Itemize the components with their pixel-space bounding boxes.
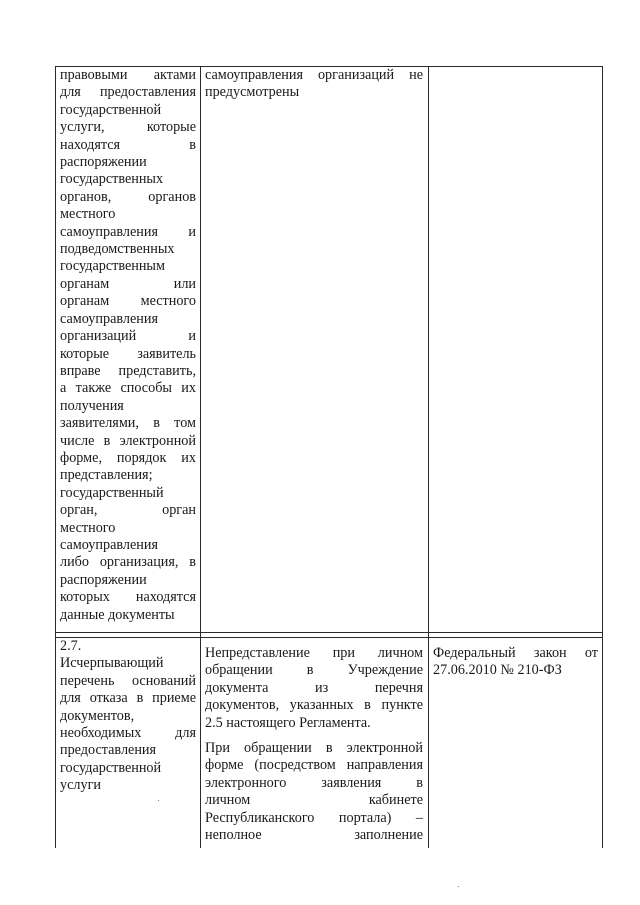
row2-col2-para2-line: При обращении в электронной bbox=[205, 740, 423, 757]
row2-col2-para2-line: Республиканского портала) – bbox=[205, 809, 423, 826]
row1-col1-line: вправе представить, bbox=[60, 362, 196, 379]
row2-col1-line: 2.7. bbox=[60, 638, 82, 654]
refusal-ground-paragraph-2 bbox=[205, 740, 423, 844]
table-border-right bbox=[602, 66, 603, 848]
row1-col1-line: самоуправления bbox=[60, 536, 158, 553]
row1-col1-line: подведомственных bbox=[60, 241, 175, 258]
row1-col1-line: государственных bbox=[60, 171, 164, 188]
row2-col2-para1-line: документа из перечня bbox=[205, 679, 423, 696]
row1-col1-line: органам или bbox=[60, 275, 196, 292]
row2-col1-line: услуги bbox=[60, 777, 101, 794]
row1-col1-line: распоряжении bbox=[60, 571, 147, 588]
row1-col1-line: местного bbox=[60, 519, 116, 536]
scan-speck bbox=[158, 800, 159, 801]
row1-col1-requirement-text bbox=[60, 67, 196, 624]
refusal-ground-paragraph-1 bbox=[205, 645, 423, 732]
row1-col1-line: находятся в bbox=[60, 136, 196, 153]
row2-col2-para1-line: Непредставление при личном bbox=[205, 645, 423, 661]
row1-col1-line: форме, порядок их bbox=[60, 449, 196, 466]
row2-col1-line: документов, bbox=[60, 707, 135, 724]
row2-col2-para2-line: личном кабинете bbox=[205, 792, 423, 809]
row1-col1-line: получения bbox=[60, 397, 124, 414]
row2-col2-para1-line: обращении в Учреждение bbox=[205, 662, 423, 679]
row1-col1-line: органам местного bbox=[60, 293, 196, 310]
row1-col1-line: организаций и bbox=[60, 328, 196, 345]
row1-col1-line: числе в электронной bbox=[60, 432, 196, 449]
row1-col1-line: орган, орган bbox=[60, 502, 196, 519]
row1-col1-line: для предоставления bbox=[60, 84, 196, 101]
row2-col1-line: Исчерпывающий bbox=[60, 655, 164, 672]
row1-col2-line: предусмотрены bbox=[205, 84, 300, 101]
row1-col1-line: государственным bbox=[60, 258, 165, 275]
row2-col1-line: необходимых для bbox=[60, 725, 196, 742]
row2-col2-para2-line: форме (посредством направления bbox=[205, 757, 423, 774]
table-column-divider-1 bbox=[200, 66, 201, 848]
row1-col2-line: самоуправления организаций не bbox=[205, 67, 423, 83]
row1-col1-line: самоуправления и bbox=[60, 223, 196, 240]
row2-col1-line: для отказа в приеме bbox=[60, 690, 196, 707]
row1-col1-line: либо организация, в bbox=[60, 554, 196, 571]
row2-col1-line: перечень оснований bbox=[60, 672, 196, 689]
row1-col1-line: государственной bbox=[60, 101, 162, 118]
row1-col1-line: самоуправления bbox=[60, 310, 158, 327]
table-column-divider-2 bbox=[428, 66, 429, 848]
row1-col2-description-text bbox=[205, 67, 423, 102]
table-border-left bbox=[55, 66, 56, 848]
row2-col1-section-title bbox=[60, 638, 196, 795]
row1-col1-line: органов, органов bbox=[60, 188, 196, 205]
row1-col1-line: представления; bbox=[60, 467, 153, 484]
row1-col1-line: государственный bbox=[60, 484, 164, 501]
row2-col3-line: 27.06.2010 № 210-ФЗ bbox=[433, 662, 562, 679]
row2-col2-para1-line: документов, указанных в пункте bbox=[205, 697, 423, 714]
row2-col2-para1-line: 2.5 настоящего Регламента. bbox=[205, 714, 371, 731]
row2-col1-line: государственной bbox=[60, 759, 162, 776]
row1-col1-line: которых находятся bbox=[60, 589, 196, 606]
row1-col1-line: заявителями, в том bbox=[60, 415, 196, 432]
row2-col2-para2-line: электронного заявления в bbox=[205, 774, 423, 791]
row1-col1-line: данные документы bbox=[60, 606, 175, 623]
row1-col1-line: которые заявитель bbox=[60, 345, 196, 362]
row2-col1-line: предоставления bbox=[60, 742, 157, 759]
scan-speck bbox=[458, 886, 459, 887]
row2-col2-para2-line: неполное заполнение bbox=[205, 827, 423, 844]
row1-col1-line: услуги, которые bbox=[60, 119, 196, 136]
row1-col1-line: местного bbox=[60, 206, 116, 223]
row2-col3-line: Федеральный закон от bbox=[433, 645, 598, 661]
row1-col1-line: распоряжении bbox=[60, 154, 147, 171]
row1-col1-line: а также способы их bbox=[60, 380, 196, 397]
row2-col2-refusal-grounds bbox=[205, 645, 423, 844]
row2-col3-legal-basis bbox=[433, 645, 598, 680]
row1-col1-line: правовыми актами bbox=[60, 67, 196, 83]
